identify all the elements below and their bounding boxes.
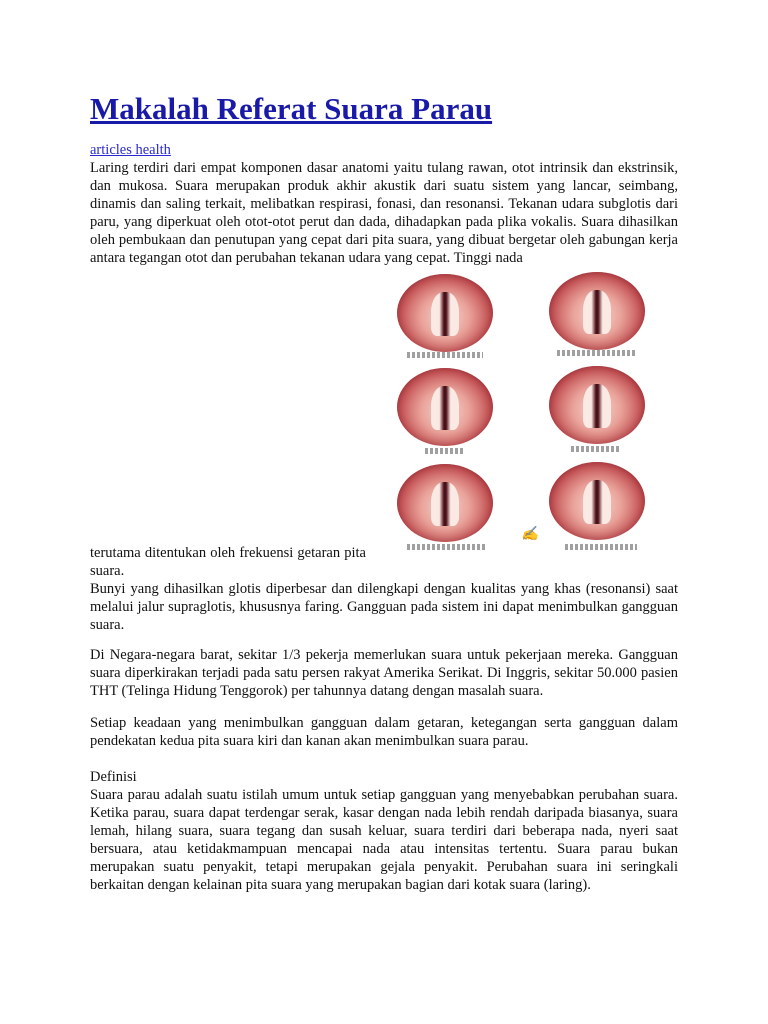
larynx-view-1	[397, 274, 493, 352]
paragraph-4: Setiap keadaan yang menimbulkan gangguan dalam getaran, ketegangan serta gangguan dalam pendekatan kedua pita suara kiri dan kanan akan menimbulkan suara parau.	[90, 715, 678, 749]
artist-signature: ✍	[521, 526, 539, 542]
larynx-view-5	[397, 464, 493, 542]
paragraph-3: Di Negara-negara barat, sekitar 1/3 pekerja memerlukan suara untuk pekerjaan mereka. Gangguan suara diperkirakan terjadi pada satu persen rakyat Amerika Serikat. Di Inggris, sekitar 50.000 pasien THT (Telinga Hidung Tenggorok) per tahunnya datang dengan masalah suara.	[90, 647, 678, 699]
larynx-view-3	[397, 368, 493, 446]
definisi-heading: Definisi	[90, 769, 137, 785]
larynx-view-4	[549, 366, 645, 444]
larynx-caption-5	[407, 544, 487, 550]
larynx-caption-6	[565, 544, 637, 550]
larynx-caption-4	[571, 446, 621, 452]
paragraph-2: Bunyi yang dihasilkan glotis diperbesar dan dilengkapi dengan kualitas yang khas (resonansi) saat melalui jalur supraglotis, khususnya faring. Gangguan pada sistem ini dapat menimbulkan gangguan suara.	[90, 581, 678, 633]
larynx-view-6	[549, 462, 645, 540]
larynx-view-2	[549, 272, 645, 350]
larynx-caption-2	[557, 350, 637, 356]
category-link[interactable]: articles health	[90, 142, 171, 158]
continuation-paragraph: terutama ditentukan oleh frekuensi getaran pita suara.	[90, 545, 366, 579]
larynx-caption-1	[407, 352, 483, 358]
paragraph-5: Suara parau adalah suatu istilah umum untuk setiap gangguan yang menyebabkan perubahan suara. Ketika parau, suara dapat terdengar serak, kasar dengan nada lebih rendah daripada biasanya, suara lemah, hilang suara, suara tegang dan susah keluar, suara terdiri dari beberapa nada, nyeri saat bersuara, atau ketidakmampuan mencapai nada atau intensitas tertentu. Suara parau bukan merupakan suatu penyakit, tetapi merupakan gejala penyakit. Perubahan suara ini seringkali berkaitan dengan kelainan pita suara yang merupakan bagian dari kotak suara (laring).	[90, 787, 678, 893]
article-title[interactable]: Makalah Referat Suara Parau	[90, 91, 493, 126]
intro-paragraph: Laring terdiri dari empat komponen dasar anatomi yaitu tulang rawan, otot intrinsik dan ekstrinsik, dan mukosa. Suara merupakan produk akhir akustik dari suatu sistem yang lancar, seimbang, dinamis dan saling terkait, melibatkan respirasi, fonasi, dan resonansi. Tekanan udara subglotis dari paru, yang diperkuat oleh otot-otot perut dan dada, dihadapkan pada plika vokalis. Suara dihasilkan oleh pembukaan dan penutupan yang cepat dari pita suara, yang dibuat bergetar oleh gabungan kerja antara tegangan otot dan perubahan tekanan udara yang cepat. Tinggi nada	[90, 160, 678, 266]
larynx-illustration	[385, 270, 679, 560]
larynx-caption-3	[425, 448, 465, 454]
